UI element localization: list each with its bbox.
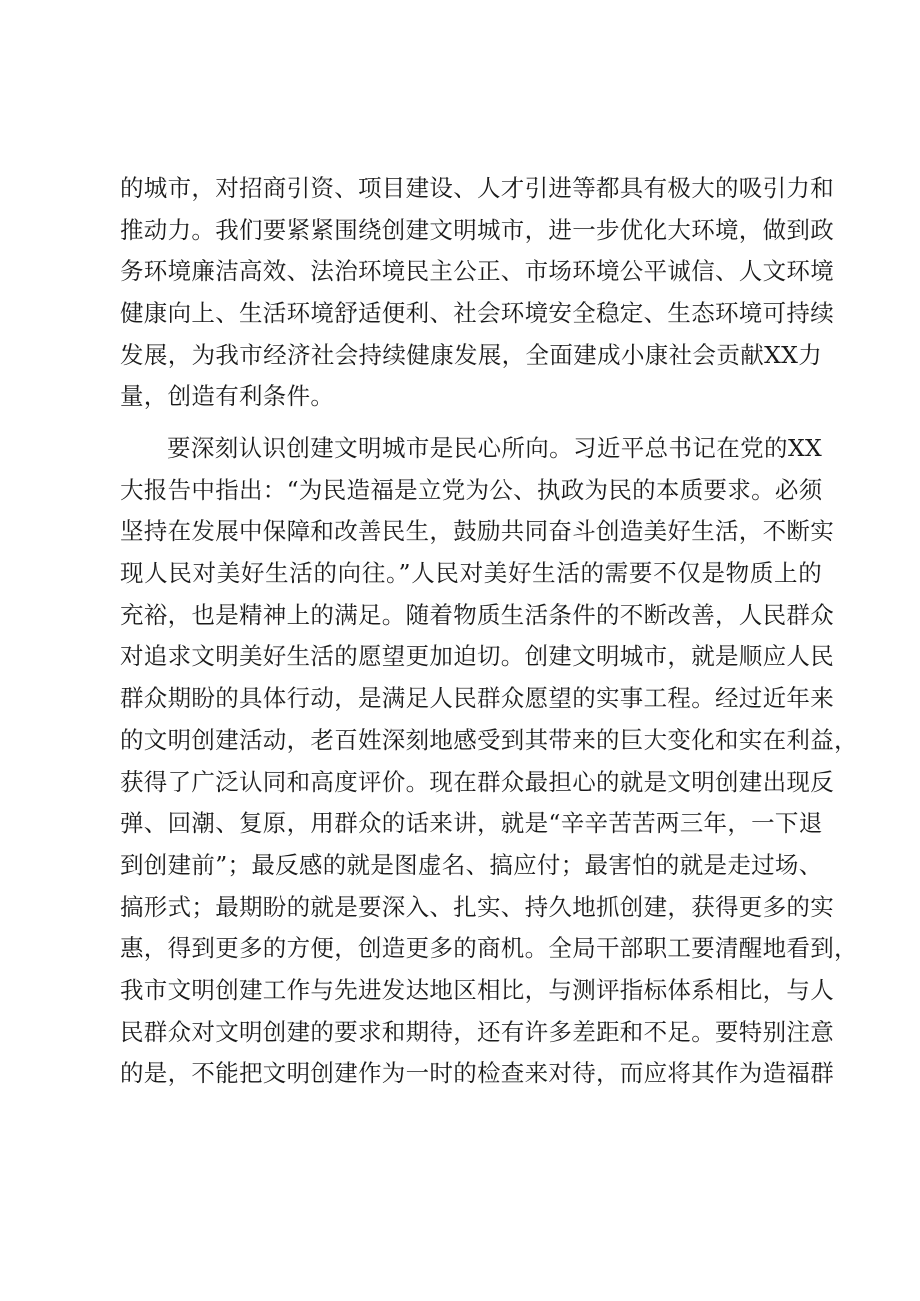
text-line: 推动力。我们要紧紧围绕创建文明城市，进一步优化大环境，做到政 bbox=[120, 215, 834, 244]
text-line: 搞形式；最期盼的就是要深入、扎实、持久地抓创建，获得更多的实 bbox=[120, 892, 834, 921]
text-line: 现人民对美好生活的向往。”人民对美好生活的需要不仅是物质上的 bbox=[120, 559, 822, 588]
text-line: 民群众对文明创建的要求和期待，还有许多差距和不足。要特别注意 bbox=[120, 1017, 834, 1046]
text-line: 我市文明创建工作与先进发达地区相比，与测评指标体系相比，与人 bbox=[120, 975, 834, 1004]
text-line: 量，创造有利条件。 bbox=[120, 382, 335, 411]
text-line: 惠，得到更多的方便，创造更多的商机。全局干部职工要清醒地看到， bbox=[120, 934, 858, 963]
text-line: 的城市，对招商引资、项目建设、人才引进等都具有极大的吸引力和 bbox=[120, 174, 834, 202]
text-line: 弹、回潮、复原，用群众的话来讲，就是“辛辛苦苦两三年，一下退 bbox=[120, 809, 823, 838]
text-line: 充裕，也是精神上的满足。随着物质生活条件的不断改善，人民群众 bbox=[120, 600, 834, 629]
text-line: 对追求文明美好生活的愿望更加迫切。创建文明城市，就是顺应人民 bbox=[120, 642, 834, 671]
text-line: 的是，不能把文明创建作为一时的检查来对待，而应将其作为造福群 bbox=[120, 1059, 834, 1088]
text-line: 大报告中指出：“为民造福是立党为公、执政为民的本质要求。必须 bbox=[120, 475, 823, 504]
text-line: 健康向上、生活环境舒适便利、社会环境安全稳定、生态环境可持续 bbox=[120, 299, 834, 328]
text-line: 发展，为我市经济社会持续健康发展，全面建成小康社会贡献XX力 bbox=[120, 340, 822, 369]
text-line: 坚持在发展中保障和改善民生，鼓励共同奋斗创造美好生活，不断实 bbox=[120, 517, 834, 546]
text-line: 的文明创建活动，老百姓深刻地感受到其带来的巨大变化和实在利益， bbox=[120, 725, 858, 754]
text-line: 务环境廉洁高效、法治环境民主公正、市场环境公平诚信、人文环境 bbox=[120, 257, 834, 286]
paragraph-civilized-city bbox=[120, 428, 858, 1095]
paragraph-continued bbox=[120, 168, 834, 418]
text-line: 群众期盼的具体行动，是满足人民群众愿望的实事工程。经过近年来 bbox=[120, 684, 834, 713]
text-line: 到创建前”；最反感的就是图虚名、搞应付；最害怕的就是走过场、 bbox=[120, 850, 823, 879]
text-line: 要深刻认识创建文明城市是民心所向。习近平总书记在党的XX bbox=[167, 434, 822, 462]
text-line: 获得了广泛认同和高度评价。现在群众最担心的就是文明创建出现反 bbox=[120, 767, 834, 796]
